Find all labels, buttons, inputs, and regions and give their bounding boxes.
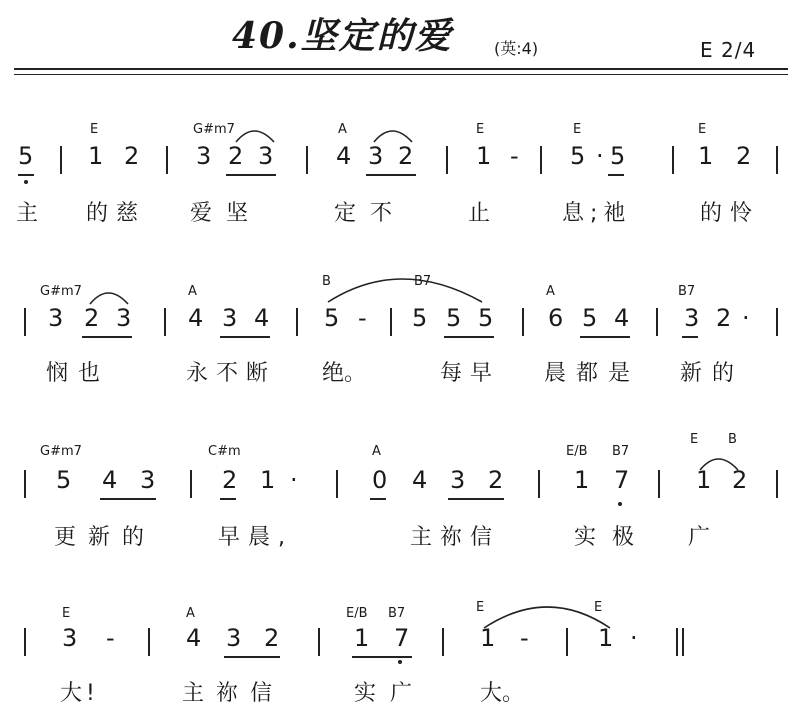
barline [672, 146, 674, 174]
barline [190, 470, 192, 498]
note: 5 [582, 304, 598, 332]
song-subtitle: (英:4) [494, 39, 539, 58]
note: 2 [398, 142, 414, 170]
beam-underline [366, 174, 416, 176]
beam-underline [100, 498, 156, 500]
title-rule [14, 68, 788, 70]
chord-label: B7 [678, 284, 696, 299]
lyric: 息;祂 [562, 201, 632, 226]
lyric: 每早 [440, 361, 501, 386]
lyric: 主祢信 [182, 681, 285, 706]
chord-label: B7 [414, 274, 432, 289]
chord-label: E [594, 600, 603, 615]
note: - [358, 304, 367, 332]
lyric: 广 [688, 525, 711, 550]
lyric: 主祢信 [410, 525, 501, 550]
barline [318, 628, 320, 656]
barline [166, 146, 168, 174]
note: 3 [226, 624, 242, 652]
lyric: 新的 [680, 361, 745, 386]
lyric: 实极 [574, 525, 651, 550]
chord-label: C#m [208, 444, 241, 459]
chord-label: G#m7 [193, 122, 235, 137]
chord-label: E [476, 122, 485, 137]
chord-label: B [322, 274, 331, 289]
note: - [510, 142, 519, 170]
barline [390, 308, 392, 336]
barline [446, 146, 448, 174]
note: · [290, 466, 298, 494]
lyric: 的怜 [700, 201, 761, 226]
note: 5 [446, 304, 462, 332]
beam-underline [220, 336, 270, 338]
note: 3 [62, 624, 78, 652]
note: 7 [394, 624, 410, 652]
note: 3 [140, 466, 156, 494]
note: 4 [412, 466, 428, 494]
chord-label: B7 [388, 606, 406, 621]
note: 3 [450, 466, 466, 494]
final-barline [682, 628, 684, 656]
note: 1 [260, 466, 276, 494]
note: · [742, 304, 750, 332]
score-system-1 [0, 118, 800, 228]
chord-label: E [690, 432, 699, 447]
note: · [630, 624, 638, 652]
note: 2 [732, 466, 748, 494]
note: 3 [196, 142, 212, 170]
lyric: 悯也 [46, 361, 111, 386]
barline [776, 470, 778, 498]
note: 2 [228, 142, 244, 170]
note: 5 [18, 142, 34, 170]
note: - [520, 624, 529, 652]
barline [776, 308, 778, 336]
barline [60, 146, 62, 174]
note: 4 [186, 624, 202, 652]
octave-dot [24, 180, 28, 184]
beam-underline [608, 174, 624, 176]
chord-label: G#m7 [40, 444, 82, 459]
chord-label: A [546, 284, 555, 299]
score-system-2 [0, 272, 800, 386]
note: 5 [478, 304, 494, 332]
note: 4 [188, 304, 204, 332]
barline [776, 146, 778, 174]
note: 2 [488, 466, 504, 494]
lyric: 实广 [354, 681, 427, 706]
octave-dot [618, 502, 622, 506]
barline [656, 308, 658, 336]
note: 2 [716, 304, 732, 332]
lyric: 绝。 [322, 361, 367, 386]
note: 3 [116, 304, 132, 332]
barline [24, 308, 26, 336]
chord-label: G#m7 [40, 284, 82, 299]
beam-underline [580, 336, 630, 338]
chord-label: A [188, 284, 197, 299]
chord-label: B [728, 432, 737, 447]
note: 3 [368, 142, 384, 170]
note: 4 [254, 304, 270, 332]
note: 5 [412, 304, 428, 332]
barline [306, 146, 308, 174]
barline [164, 308, 166, 336]
lyric: 爱坚 [190, 201, 263, 226]
song-title: 40.坚定的爱 [232, 15, 453, 57]
note: 1 [696, 466, 712, 494]
chord-label: E [698, 122, 707, 137]
title-rule-thin [14, 74, 788, 75]
note: 5 [56, 466, 72, 494]
note: · [596, 142, 604, 170]
barline [442, 628, 444, 656]
lyric: 定不 [334, 201, 407, 226]
lyric: 的慈 [86, 201, 147, 226]
note: 2 [124, 142, 140, 170]
barline [24, 470, 26, 498]
lyric: 早晨, [218, 525, 293, 550]
barline [24, 628, 26, 656]
note: 3 [684, 304, 700, 332]
lyric: 晨都是 [544, 361, 641, 386]
note: 1 [88, 142, 104, 170]
note: 3 [222, 304, 238, 332]
barline [658, 470, 660, 498]
chord-label: E [573, 122, 582, 137]
barline [336, 470, 338, 498]
lyric: 主 [16, 201, 39, 226]
lyric: 止 [468, 201, 491, 226]
note: 7 [614, 466, 630, 494]
note: 5 [570, 142, 586, 170]
barline [296, 308, 298, 336]
chord-label: A [338, 122, 347, 137]
note: 2 [736, 142, 752, 170]
beam-underline [352, 656, 412, 658]
barline [540, 146, 542, 174]
barline [566, 628, 568, 656]
chord-label: E [90, 122, 99, 137]
note: 4 [336, 142, 352, 170]
chord-label: A [372, 444, 381, 459]
beam-underline [682, 336, 698, 338]
note: 1 [354, 624, 370, 652]
final-barline [676, 628, 678, 656]
score-system-3 [0, 430, 800, 550]
beam-underline [82, 336, 132, 338]
octave-dot [398, 660, 402, 664]
lyric: 永不断 [186, 361, 277, 386]
key-signature: E 2/4 [700, 38, 757, 62]
chord-label: E/B [566, 444, 588, 459]
note: 3 [258, 142, 274, 170]
note: 1 [574, 466, 590, 494]
lyric: 大! [60, 681, 99, 706]
note: 1 [598, 624, 614, 652]
note: 4 [614, 304, 630, 332]
lyric: 大。 [480, 681, 525, 706]
barline [522, 308, 524, 336]
score-system-4 [0, 592, 800, 706]
barline [538, 470, 540, 498]
beam-underline [448, 498, 504, 500]
beam-underline [444, 336, 494, 338]
note: - [106, 624, 115, 652]
note: 0 [372, 466, 388, 494]
beam-underline [18, 174, 34, 176]
chord-label: E [476, 600, 485, 615]
note: 1 [698, 142, 714, 170]
note: 5 [324, 304, 340, 332]
note: 2 [264, 624, 280, 652]
note: 1 [476, 142, 492, 170]
note: 2 [222, 466, 238, 494]
chord-label: E [62, 606, 71, 621]
note: 1 [480, 624, 496, 652]
note: 2 [84, 304, 100, 332]
chord-label: B7 [612, 444, 630, 459]
beam-underline [226, 174, 276, 176]
note: 5 [610, 142, 626, 170]
note: 6 [548, 304, 564, 332]
beam-underline [220, 498, 236, 500]
chord-label: E/B [346, 606, 368, 621]
beam-underline [224, 656, 280, 658]
barline [148, 628, 150, 656]
chord-label: A [186, 606, 195, 621]
note: 3 [48, 304, 64, 332]
beam-underline [370, 498, 386, 500]
note: 4 [102, 466, 118, 494]
lyric: 更新的 [54, 525, 157, 550]
